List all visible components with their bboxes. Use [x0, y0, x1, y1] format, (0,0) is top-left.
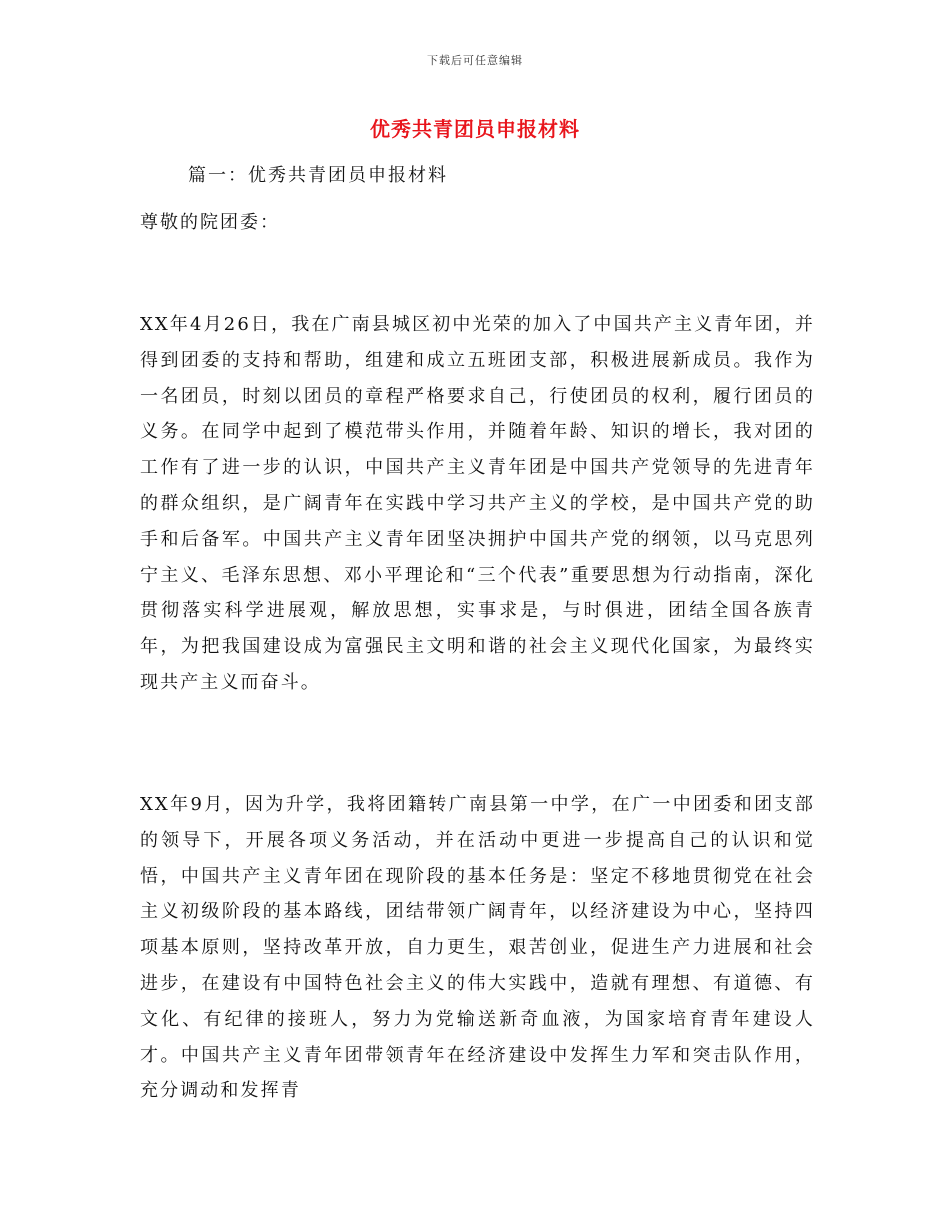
body-paragraph-2: XX年9月，因为升学，我将团籍转广南县第一中学，在广一中团委和团支部的领导下，开展各项义务活动，并在活动中更进一步提高自己的认识和觉悟，中国共产主义青年团在现阶段的基本任务是：坚定不移地贯彻党在社会主义初级阶段的基本路线，团结带领广阔青年，以经济建设为中心，坚持四项基本原则，坚持改革开放，自力更生，艰苦创业，促进生产力进展和社会进步，在建设有中国特色社会主义的伟大实践中，造就有理想、有道德、有文化、有纪律的接班人，努力为党输送新奇血液，为国家培育青年建设人才。中国共产主义青年团带领青年在经济建设中发挥生力军和突击队作用，充分调动和发挥青 — [140, 794, 815, 1102]
body-paragraph-1: XX年4月26日，我在广南县城区初中光荣的加入了中国共产主义青年团，并得到团委的支持和帮助，组建和成立五班团支部，积极进展新成员。我作为一名团员，时刻以团员的章程严格要求自己，行使团员的权利，履行团员的义务。在同学中起到了模范带头作用，并随着年龄、知识的增长，我对团的工作有了进一步的认识，中国共产主义青年团是中国共产党领导的先进青年的群众组织，是广阔青年在实践中学习共产主义的学校，是中国共产党的助手和后备军。中国共产主义青年团坚决拥护中国共产党的纲领，以马克思列宁主义、毛泽东思想、邓小平理论和“三个代表”重要思想为行动指南，深化贯彻落实科学进展观，解放思想，实事求是，与时俱进，团结全国各族青年，为把我国建设成为富强民主文明和谐的社会主义现代化国家，为最终实现共产主义而奋斗。 — [140, 314, 815, 693]
page-header-note: 下载后可任意编辑 — [427, 54, 523, 67]
salutation: 尊敬的院团委： — [140, 212, 280, 233]
document-title: 优秀共青团员申报材料 — [370, 117, 580, 141]
section-title: 篇一：优秀共青团员申报材料 — [188, 165, 448, 186]
